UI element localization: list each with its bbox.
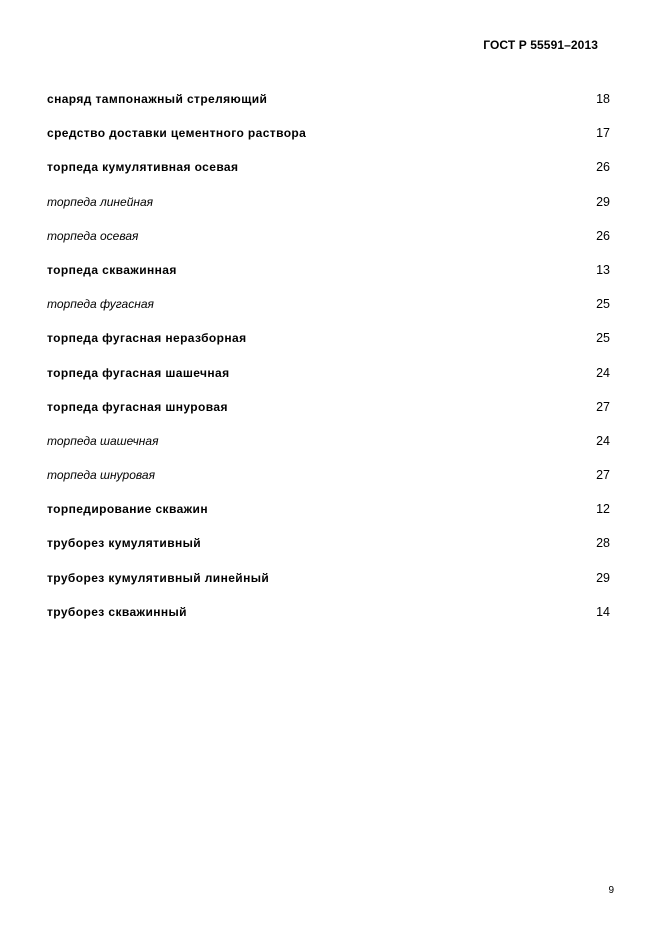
index-term: труборез кумулятивный (47, 536, 202, 551)
index-entry (47, 432, 610, 466)
index-page-number: 25 (596, 331, 610, 346)
index-page-number: 12 (596, 502, 610, 517)
index-term: средство доставки цементного раствора (47, 126, 307, 141)
index-page-number: 27 (596, 468, 610, 483)
index-term: труборез кумулятивный линейный (47, 570, 270, 585)
index-page-number: 29 (596, 194, 610, 209)
index-page-number: 25 (596, 297, 610, 312)
index-page-number: 26 (596, 160, 610, 175)
index-entry (47, 398, 610, 432)
index-term: торпеда фугасная (47, 297, 154, 312)
index-page-number: 13 (596, 262, 610, 277)
index-entry (47, 295, 610, 329)
index-entry (47, 158, 610, 192)
index-term: снаряд тампонажный стреляющий (47, 92, 268, 106)
index-entry (47, 534, 610, 568)
document-standard-code: ГОСТ Р 55591–2013 (483, 38, 598, 52)
index-page-number: 24 (596, 433, 610, 448)
index-term: торпедирование скважин (47, 502, 208, 517)
index-entry (47, 500, 610, 534)
index-page-number: 18 (596, 92, 610, 106)
index-page-number: 26 (596, 228, 610, 243)
index-term: торпеда фугасная шашечная (47, 365, 230, 380)
index-entry (47, 569, 610, 603)
index-page-number: 14 (596, 604, 610, 619)
index-term: торпеда кумулятивная осевая (47, 160, 239, 175)
index-entry (47, 193, 610, 227)
page-number: 9 (608, 885, 614, 896)
index-term: торпеда скважинная (47, 262, 177, 277)
index-page-number: 28 (596, 536, 610, 551)
index-entry (47, 364, 610, 398)
index-page-number: 24 (596, 365, 610, 380)
index-entry (47, 124, 610, 158)
index-term: торпеда осевая (47, 228, 139, 243)
index-entry (47, 466, 610, 500)
index-entry (47, 603, 610, 637)
index-term: торпеда шнуровая (47, 468, 155, 483)
index-entry (47, 90, 610, 124)
index-term: труборез скважинный (47, 604, 187, 619)
index-entry (47, 227, 610, 261)
index-term: торпеда шашечная (47, 433, 159, 448)
index-term: торпеда фугасная неразборная (47, 331, 247, 346)
index-page-number: 29 (596, 570, 610, 585)
index-term: торпеда фугасная шнуровая (47, 399, 228, 414)
index-page-number: 17 (596, 126, 610, 141)
index-entry (47, 261, 610, 295)
index-entry (47, 329, 610, 363)
index-page-number: 27 (596, 399, 610, 414)
index-term: торпеда линейная (47, 194, 154, 209)
term-index-list (47, 90, 610, 637)
